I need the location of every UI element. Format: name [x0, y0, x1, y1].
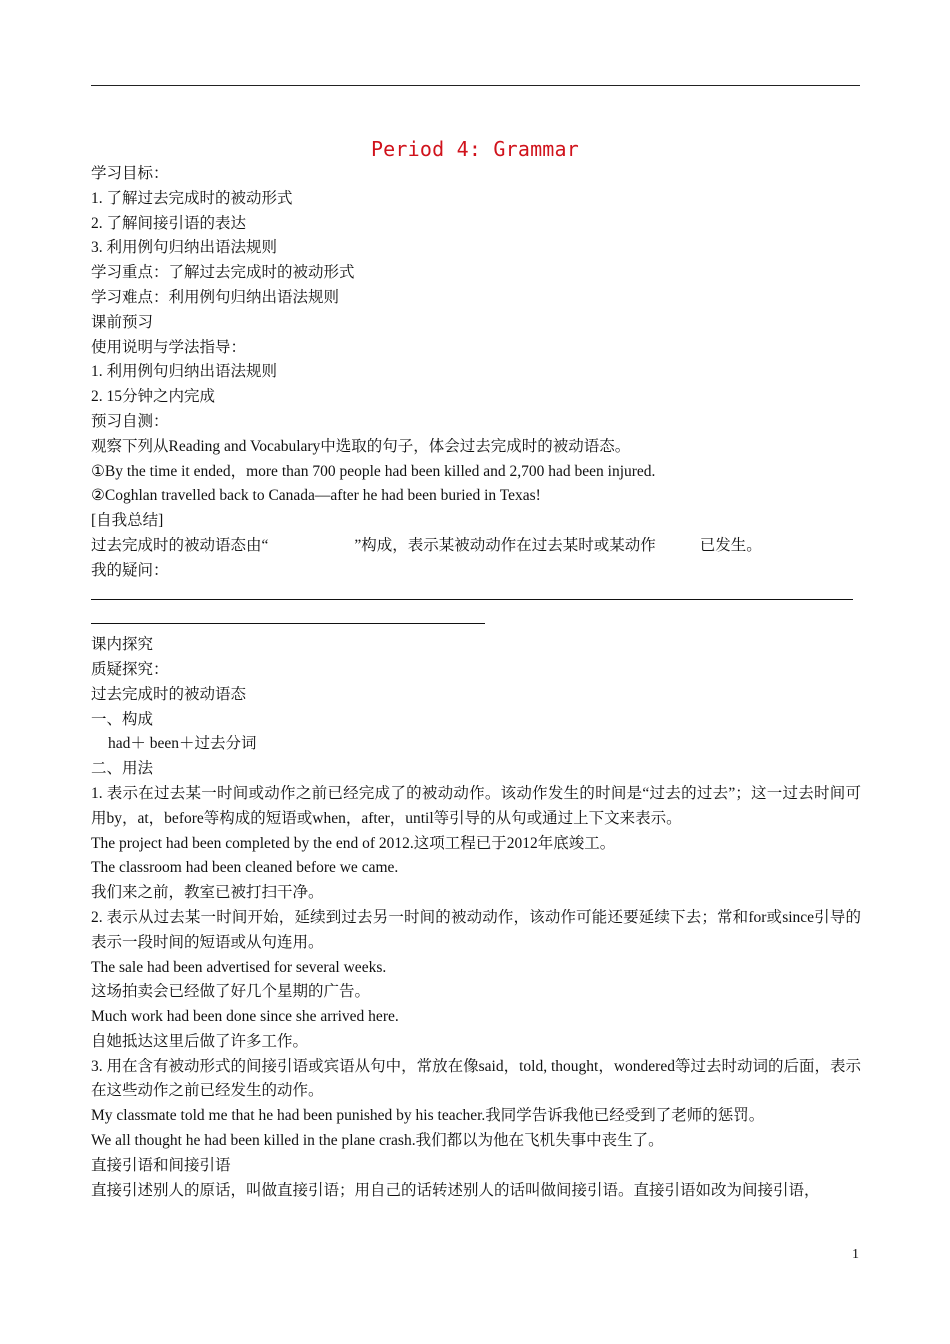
example-sentence: My classmate told me that he had been punished by his teacher.我同学告诉我他已经受到了老师的惩罚。 — [91, 1107, 765, 1125]
text-line: 2. 15分钟之内完成 — [91, 388, 216, 406]
text-line: 质疑探究： — [91, 660, 169, 678]
text-line: 我的疑问： — [91, 561, 169, 579]
formula-line: had＋ been＋过去分词 — [108, 735, 257, 753]
example-sentence: The sale had been advertised for several weeks. — [91, 958, 387, 976]
page-title: Period 4: Grammar — [370, 137, 580, 161]
text-line: 学习目标： — [91, 165, 169, 182]
answer-line[interactable] — [91, 584, 861, 609]
example-sentence: ②Coghlan travelled back to Canada—after he had been buried in Texas! — [91, 487, 541, 505]
section-heading: 直接引语和间接引语 — [91, 1156, 231, 1174]
text-line: 2. 了解间接引语的表达 — [91, 214, 247, 232]
text-line: 1. 利用例句归纳出语法规则 — [91, 363, 278, 381]
text-line: 直接引述别人的原话，叫做直接引语；用自己的话转述别人的话叫做间接引语。直接引语如改为间接引语， — [91, 1181, 820, 1199]
text-line: [自我总结] — [91, 512, 164, 530]
text-line: 3. 利用例句归纳出语法规则 — [91, 239, 278, 257]
example-sentence: ①By the time it ended，more than 700 people had been killed and 2,700 had been injured. — [91, 462, 656, 480]
translation-line: 自她抵达这里后做了许多工作。 — [91, 1032, 309, 1050]
text-line: 1. 了解过去完成时的被动形式 — [91, 189, 293, 207]
fill-in-part: 过去完成时的被动语态由“ — [91, 536, 269, 554]
example-sentence: The classroom had been cleaned before we came. — [91, 859, 399, 877]
text-line: 预习自测： — [91, 412, 169, 430]
text-line: 二、用法 — [91, 760, 154, 778]
section-heading: 课内探究 — [91, 636, 154, 654]
fill-in-part: 已发生。 — [699, 536, 762, 554]
translation-line: 这场拍卖会已经做了好几个星期的广告。 — [91, 983, 371, 1001]
example-sentence: Much work had been done since she arrived here. — [91, 1008, 399, 1026]
header-rule — [91, 85, 860, 86]
text-line: 学习重点：了解过去完成时的被动形式 — [91, 264, 355, 282]
example-sentence: We all thought he had been killed in the plane crash.我们都以为他在飞机失事中丧生了。 — [91, 1132, 664, 1150]
text-line: 使用说明与学法指导： — [91, 338, 247, 356]
section-heading: 课前预习 — [91, 313, 154, 331]
answer-line[interactable] — [91, 608, 861, 633]
text-line: 观察下列从Reading and Vocabulary中选取的句子，体会过去完成时的被动语态。 — [91, 437, 631, 455]
text-line: 一、构成 — [91, 710, 154, 728]
document-body — [91, 162, 861, 1203]
paragraph: 3. 用在含有被动形式的间接引语或宾语从句中，常放在像said，told, thought，wondered等过去时动词的后面，表示在这些动作之前已经发生的动作。 — [91, 1057, 861, 1100]
translation-line: 我们来之前，教室已被打扫干净。 — [91, 884, 324, 902]
text-line: 过去完成时的被动语态 — [91, 685, 247, 703]
example-sentence: The project had been completed by the end of 2012.这项工程已于2012年底竣工。 — [91, 834, 616, 852]
paragraph: 2. 表示从过去某一时间开始，延续到过去另一时间的被动动作，该动作可能还要延续下去；常和for或since引导的表示一段时间的短语或从句连用。 — [91, 908, 861, 951]
fill-in-part: ”构成，表示某被动动作在过去某时或某动作 — [354, 536, 656, 554]
page-number: 1 — [852, 1247, 859, 1262]
text-line: 学习难点：利用例句归纳出语法规则 — [91, 288, 340, 306]
fill-in-sentence — [91, 534, 861, 559]
paragraph: 1. 表示在过去某一时间或动作之前已经完成了的被动动作。该动作发生的时间是“过去的过去”；这一过去时间可用by，at，before等构成的短语或when，after，until等引导的从句或通过上下文来表示。 — [91, 784, 861, 827]
